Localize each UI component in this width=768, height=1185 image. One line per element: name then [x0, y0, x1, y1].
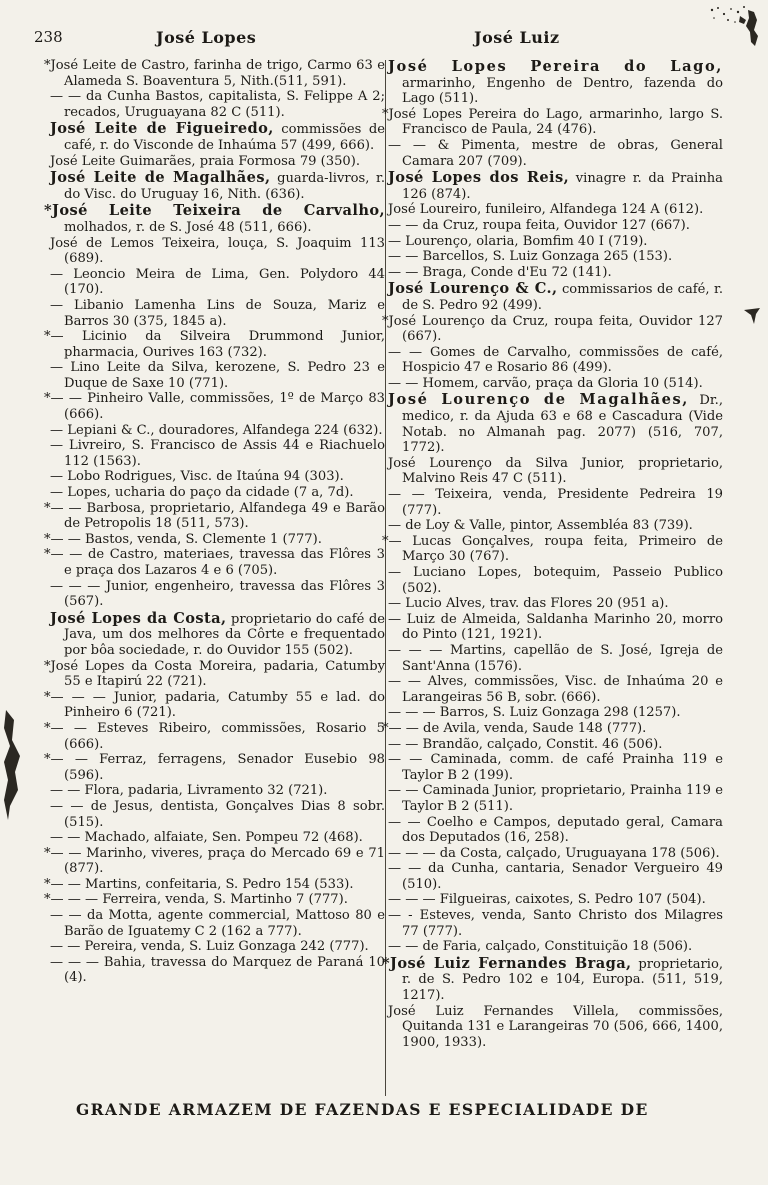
entry-text: *— Lucas Gonçalves, roupa feita, Primeiro de Março 30 (767). [382, 533, 723, 565]
directory-entry [50, 298, 385, 329]
directory-entry [50, 939, 385, 955]
entry-text: — — & Pimenta, mestre de obras, General Camara 207 (709). [388, 137, 723, 169]
directory-entry [382, 533, 723, 565]
directory-entry [388, 752, 723, 783]
running-head-right: José Luiz [474, 28, 560, 47]
entry-heading: *José Leite Teixeira de Carvalho, [44, 202, 385, 220]
entry-text: proprietario, r. de S. Pedro 102 e 104, Europa. (511, 519, 1217). [402, 956, 723, 1004]
directory-entry [388, 392, 723, 455]
entry-text: *— — Barbosa, proprietario, Alfandega 49 e Barão de Petropolis 18 (511, 573). [44, 500, 385, 532]
entry-text: — de Loy & Valle, pintor, Assembléa 83 (739). [388, 518, 693, 534]
directory-entry [44, 58, 385, 89]
directory-entry [44, 658, 385, 690]
entry-text: vinagre r. da Prainha 126 (874). [402, 171, 723, 202]
directory-entry [388, 265, 723, 281]
directory-entry [382, 313, 723, 345]
entry-text: — - Esteves, venda, Santo Christo dos Milagres 77 (777). [388, 908, 723, 939]
directory-entry [388, 861, 723, 892]
directory-entry [44, 892, 385, 908]
directory-entry [388, 487, 723, 518]
directory-entry [44, 752, 385, 783]
directory-entry [44, 391, 385, 423]
page-number: 238 [34, 28, 63, 46]
entry-text: — — da Cunha Bastos, capitalista, S. Felippe A 2; recados, Uruguayana 82 C (511). [50, 89, 385, 120]
entry-text: *— — Martins, confeitaria, S. Pedro 154 (533). [44, 876, 354, 892]
entry-text: Dr., medico, r. da Ajuda 63 e 68 e Cascadura (Vide Notab. no Almanah pag. 2077) (516, 707, 1772). [402, 393, 723, 456]
directory-entry [388, 518, 723, 534]
entry-text: — — Caminada, comm. de café Prainha 119 e Taylor B 2 (199). [388, 752, 723, 783]
directory-entry [388, 737, 723, 753]
entry-text: *— — de Castro, materiaes, travessa das Flôres 3 e praça dos Lazaros 4 e 6 (705). [44, 547, 385, 578]
entry-text: — — Machado, alfaiate, Sen. Pompeu 72 (468). [50, 830, 363, 846]
entry-text: *— — Ferraz, ferragens, Senador Eusebio 98 (596). [44, 752, 385, 783]
directory-entry [44, 689, 385, 721]
directory-entry [382, 720, 723, 737]
entry-text: — — — Filgueiras, caixotes, S. Pedro 107 (504). [388, 892, 706, 908]
directory-entry [50, 170, 385, 202]
directory-entry [44, 845, 385, 877]
entry-heading: José Lopes dos Reis, [388, 169, 570, 187]
entry-heading: José Lopes da Costa, [50, 609, 227, 627]
entry-text: — — da Cunha, cantaria, Senador Vergueiro 49 (510). [388, 861, 723, 892]
entry-text: — — da Cruz, roupa feita, Ouvidor 127 (667). [388, 217, 690, 233]
directory-entry [44, 329, 385, 360]
margin-ornament-left [0, 710, 22, 820]
page-header [34, 28, 734, 50]
directory-entry [50, 611, 385, 659]
entry-text: — — Teixeira, venda, Presidente Pedreira 19 (777). [388, 487, 723, 518]
directory-entry [388, 596, 723, 612]
running-head-left: José Lopes [156, 28, 257, 47]
directory-entry [388, 612, 723, 643]
entry-text: *José Lopes da Costa Moreira, padaria, Catumby 55 e Itapirú 22 (721). [44, 658, 385, 690]
directory-entry [382, 106, 723, 138]
entry-text: — — — Martins, capellão de S. José, Igreja de Sant'Anna (1576). [388, 642, 723, 674]
entry-text: — Lepiani & C., douradores, Alfandega 224 (632). [50, 422, 383, 438]
entry-text: José Lourenço da Silva Junior, proprietario, Malvino Reis 47 C (511). [388, 455, 723, 487]
directory-entry [388, 643, 723, 674]
directory-entry [388, 939, 723, 955]
directory-entry [388, 170, 723, 202]
directory-entry [388, 456, 723, 487]
entry-text: — Leoncio Meira de Lima, Gen. Polydoro 44 (170). [50, 266, 385, 298]
entry-heading: *José Luiz Fernandes Braga, [382, 954, 632, 972]
entry-text: — — Alves, commissões, Visc. de Inhaúma 20 e Larangeiras 56 B, sobr. (666). [388, 674, 723, 705]
directory-entry [50, 360, 385, 391]
directory-entry [388, 783, 723, 814]
entry-text: — Lino Leite da Silva, kerozene, S. Pedro 23 e Duque de Saxe 10 (771). [50, 360, 385, 391]
directory-entry [44, 876, 385, 893]
entry-text: José Luiz Fernandes Villela, commissões, Quitanda 131 e Larangeiras 70 (506, 666, 1400, 1900, 1933). [388, 1003, 723, 1050]
entry-heading: José Lopes Pereira do Lago, [388, 58, 723, 75]
directory-entry [50, 236, 385, 267]
directory-entry [388, 202, 723, 218]
entry-text: — — Gomes de Carvalho, commissões de café, Hospicio 47 e Rosario 86 (499). [388, 344, 723, 376]
entry-text: — Lucio Alves, trav. das Flores 20 (951 a). [388, 596, 669, 612]
entry-text: commissarios de café, r. de S. Pedro 92 (499). [402, 282, 723, 313]
directory-entry [44, 531, 385, 548]
entry-text: — Lopes, ucharia do paço da cidade (7 a, 7d). [50, 485, 354, 501]
entry-text: *— — — Ferreira, venda, S. Martinho 7 (777). [44, 892, 348, 908]
directory-entry [388, 345, 723, 376]
entry-text: *— — Esteves Ribeiro, commissões, Rosario 5 (666). [44, 720, 385, 752]
entry-text: — — da Motta, agente commercial, Mattoso 80 e Barão de Iguatemy C 2 (162 a 777). [50, 908, 385, 939]
column-divider [385, 60, 386, 1096]
directory-entry [388, 59, 723, 107]
directory-entry [50, 830, 385, 846]
entry-text: *— — Marinho, viveres, praça do Mercado 69 e 71 (877). [44, 845, 385, 877]
entry-text: — Luiz de Almeida, Saldanha Marinho 20, morro do Pinto (121, 1921). [388, 611, 723, 643]
entry-text: — — Flora, padaria, Livramento 32 (721). [50, 783, 328, 799]
directory-entry [388, 892, 723, 908]
entry-text: — Lobo Rodrigues, Visc. de Itaúna 94 (303). [50, 469, 344, 485]
entry-heading: José Leite de Figueiredo, [50, 120, 274, 138]
directory-entry [388, 705, 723, 721]
entry-text: — — Braga, Conde d'Eu 72 (141). [388, 264, 612, 280]
entry-text: — — Coelho e Campos, deputado geral, Camara dos Deputados (16, 258). [388, 814, 723, 846]
directory-entry [50, 438, 385, 469]
directory-entry [50, 485, 385, 501]
entry-heading: José Leite de Magalhães, [50, 169, 271, 187]
entry-text: — — — Bahia, travessa do Marquez de Paraná 10 (4). [50, 954, 385, 986]
directory-entry [44, 202, 385, 235]
entry-text: — Livreiro, S. Francisco de Assis 44 e Riachuelo 112 (1563). [50, 438, 385, 469]
entry-text: guarda-livros, r. do Visc. do Uruguay 16, Nith. (636). [64, 171, 385, 202]
directory-entry [50, 579, 385, 610]
entry-text: molhados, r. de S. José 48 (511, 666). [64, 219, 312, 235]
entry-text: — Luciano Lopes, botequim, Passeio Publico (502). [388, 565, 723, 596]
directory-entry [388, 1004, 723, 1051]
entry-heading: José Lourenço de Magalhães, [388, 391, 689, 409]
directory-entry [388, 846, 723, 862]
right-column [382, 58, 723, 1050]
directory-entry [388, 138, 723, 169]
entry-text: — Lourenço, olaria, Bomfim 40 I (719). [388, 233, 648, 249]
entry-text: — Libanio Lamenha Lins de Souza, Mariz e Barros 30 (375, 1845 a). [50, 297, 385, 329]
directory-entry [382, 954, 723, 1004]
directory-entry [50, 89, 385, 120]
entry-text: commissões de café, r. do Visconde de Inhaúma 57 (499, 666). [64, 122, 386, 153]
directory-entry [50, 955, 385, 986]
entry-text: José Leite Guimarães, praia Formosa 79 (350). [50, 153, 361, 169]
entry-text: — — — da Costa, calçado, Uruguayana 178 (506). [388, 845, 720, 861]
corner-ornament [704, 2, 762, 50]
entry-text: *José Leite de Castro, farinha de trigo, Carmo 63 e Alameda S. Boaventura 5, Nith.(511, 591). [44, 58, 385, 89]
footer-banner: GRANDE ARMAZEM DE FAZENDAS E ESPECIALIDADE DE [76, 1100, 649, 1119]
entry-text: — — — Barros, S. Luiz Gonzaga 298 (1257). [388, 705, 681, 721]
entry-text: *— — de Avila, venda, Saude 148 (777). [382, 720, 647, 736]
directory-entry [44, 720, 385, 752]
directory-entry [50, 267, 385, 298]
directory-entry [50, 783, 385, 799]
directory-entry [388, 249, 723, 265]
entry-text: *José Lopes Pereira do Lago, armarinho, largo S. Francisco de Paula, 24 (476). [382, 106, 723, 138]
directory-entry [388, 376, 723, 392]
directory-entry [388, 281, 723, 313]
directory-entry [388, 218, 723, 234]
directory-entry [50, 469, 385, 485]
directory-entry [50, 121, 385, 153]
left-column [44, 58, 386, 986]
entry-text: *— — Pinheiro Valle, commissões, 1º de Março 83 (666). [44, 391, 385, 423]
entry-text: — — — Junior, engenheiro, travessa das Flôres 3 (567). [50, 578, 385, 610]
directory-entry [388, 674, 723, 705]
entry-heading: José Lourenço & C., [388, 280, 558, 298]
entry-text: proprietario do café de Java, um dos melhores da Côrte e frequentado por bôa sociedade, r. do Ouvidor 155 (502). [64, 611, 385, 658]
entry-text: *— Licinio da Silveira Drummond Junior, pharmacia, Ourives 163 (732). [44, 329, 385, 360]
directory-entry [388, 815, 723, 846]
directory-entry [50, 423, 385, 439]
margin-ornament-right [742, 302, 762, 326]
directory-entry [50, 908, 385, 939]
entry-text: — — Caminada Junior, proprietario, Prainha 119 e Taylor B 2 (511). [388, 783, 723, 814]
directory-entry [388, 234, 723, 250]
entry-text: — — Pereira, venda, S. Luiz Gonzaga 242 (777). [50, 939, 369, 955]
entry-text: *José Lourenço da Cruz, roupa feita, Ouvidor 127 (667). [382, 313, 723, 345]
entry-text: — — Barcellos, S. Luiz Gonzaga 265 (153). [388, 249, 673, 265]
entry-text: — — de Jesus, dentista, Gonçalves Dias 8 sobr. (515). [50, 798, 385, 830]
directory-entry [388, 908, 723, 939]
directory-entry [44, 547, 385, 578]
entry-text: José de Lemos Teixeira, louça, S. Joaquim 113 (689). [50, 235, 385, 267]
entry-text: *— — — Junior, padaria, Catumby 55 e lad. do Pinheiro 6 (721). [44, 689, 385, 721]
entry-text: *— — Bastos, venda, S. Clemente 1 (777). [44, 531, 322, 547]
entry-text: armarinho, Engenho de Dentro, fazenda do Lago (511). [402, 75, 723, 107]
directory-entry [50, 799, 385, 830]
directory-entry [50, 154, 385, 170]
entry-text: — — Brandão, calçado, Constit. 46 (506). [388, 736, 663, 752]
directory-entry [44, 500, 385, 532]
directory-entry [388, 565, 723, 596]
entry-text: José Loureiro, funileiro, Alfandega 124 A (612). [388, 202, 704, 218]
entry-text: — — de Faria, calçado, Constituição 18 (506). [388, 939, 693, 955]
entry-text: — — Homem, carvão, praça da Gloria 10 (514). [388, 375, 703, 391]
